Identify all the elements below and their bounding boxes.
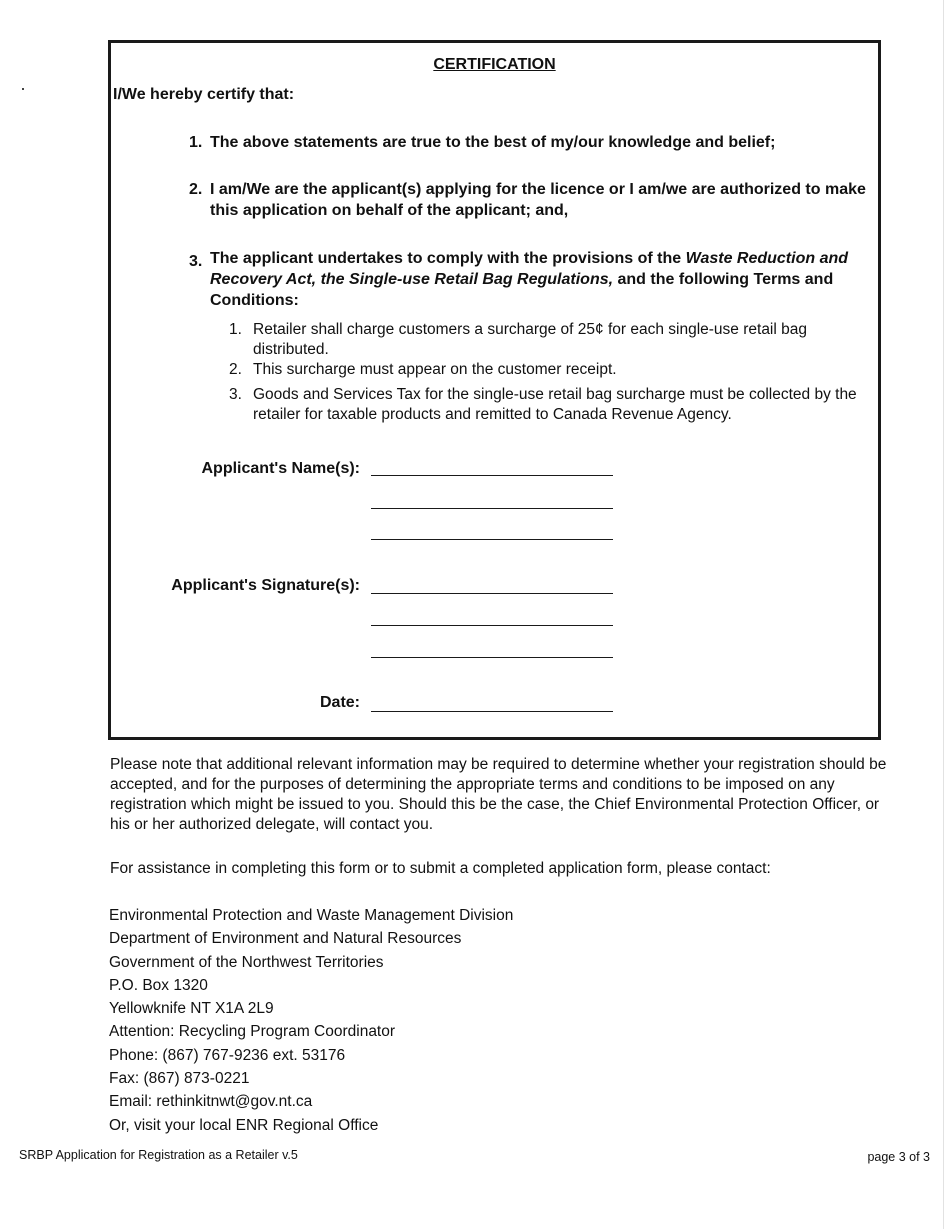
contact-fax: Fax: (867) 873-0221: [109, 1070, 250, 1088]
applicant-name-line-2[interactable]: [371, 508, 613, 509]
statement-number: 3.: [189, 253, 203, 270]
scan-edge: [943, 0, 944, 1229]
applicant-name-line-3[interactable]: [371, 539, 613, 540]
statement-2: [189, 179, 874, 221]
term-text: This surcharge must appear on the customer receipt.: [253, 361, 617, 378]
assistance-note: For assistance in completing this form or to submit a completed application form, please contact:: [110, 860, 771, 877]
applicant-name-line-1[interactable]: [371, 475, 613, 476]
contact-government: Government of the Northwest Territories: [109, 953, 384, 971]
certification-intro: I/We hereby certify that:: [113, 86, 295, 103]
statement-text: The above statements are true to the best of my/our knowledge and belief;: [210, 134, 776, 151]
contact-email[interactable]: Email: rethinkitnwt@gov.nt.ca: [109, 1093, 313, 1111]
statement-number: 2.: [189, 181, 203, 198]
footer-page-number: page 3 of 3: [867, 1150, 930, 1164]
certification-box: [108, 40, 881, 740]
applicant-signature-line-2[interactable]: [371, 625, 613, 626]
term-text: Goods and Services Tax for the single-use retail bag surcharge must be collected by the retailer for taxable products and remitted to Canada Revenue Agency.: [253, 386, 857, 423]
applicant-signature-label: Applicant's Signature(s):: [171, 577, 360, 594]
term-text: Retailer shall charge customers a surcharge of 25¢ for each single-use retail bag distributed.: [253, 321, 807, 358]
term-number: 3.: [229, 386, 242, 403]
statement-1: [189, 132, 874, 153]
contact-po-box: P.O. Box 1320: [109, 976, 208, 994]
contact-division: Environmental Protection and Waste Management Division: [109, 907, 514, 924]
contact-attention: Attention: Recycling Program Coordinator: [109, 1023, 396, 1041]
statement-text-before: The applicant undertakes to comply with the provisions of the: [210, 250, 686, 267]
applicant-name-label: Applicant's Name(s):: [201, 460, 360, 477]
applicant-signature-line-3[interactable]: [371, 657, 613, 658]
applicant-signature-line-1[interactable]: [371, 593, 613, 594]
contact-visit: Or, visit your local ENR Regional Office: [109, 1116, 379, 1134]
certification-title: CERTIFICATION: [433, 56, 556, 73]
scan-speck: [22, 88, 24, 90]
statement-text: [210, 248, 874, 311]
act-name: Waste Reduction and Recovery Act, the Single-use Retail Bag Regulations,: [210, 250, 849, 288]
contact-block: [109, 904, 513, 1137]
term-number: 2.: [229, 361, 242, 378]
date-label: Date:: [319, 694, 360, 711]
footer-form-name: SRBP Application for Registration as a Retailer v.5: [19, 1148, 298, 1162]
term-1: [229, 320, 869, 360]
statement-text-after: and the following Terms and Conditions:: [210, 271, 834, 309]
additional-info-note: Please note that additional relevant information may be required to determine whether your registration should be accepted, and for the purposes of determining the appropriate terms and conditions to be imposed on any registration which might be issued to you. Should this be the case, the Chief Environmental Protection Officer, or his or her authorized delegate, will contact you.: [110, 756, 887, 833]
contact-department: Department of Environment and Natural Resources: [109, 930, 462, 948]
statement-text: I am/We are the applicant(s) applying for the licence or I am/we are authorized to make this application on behalf of the applicant; and,: [210, 181, 866, 219]
date-line[interactable]: [371, 711, 613, 712]
term-3: [229, 385, 869, 425]
term-number: 1.: [229, 321, 242, 338]
term-2: [229, 360, 869, 380]
contact-city: Yellowknife NT X1A 2L9: [109, 1000, 274, 1018]
contact-phone: Phone: (867) 767-9236 ext. 53176: [109, 1046, 346, 1064]
statement-3: [189, 248, 874, 311]
statement-number: 1.: [189, 134, 203, 151]
